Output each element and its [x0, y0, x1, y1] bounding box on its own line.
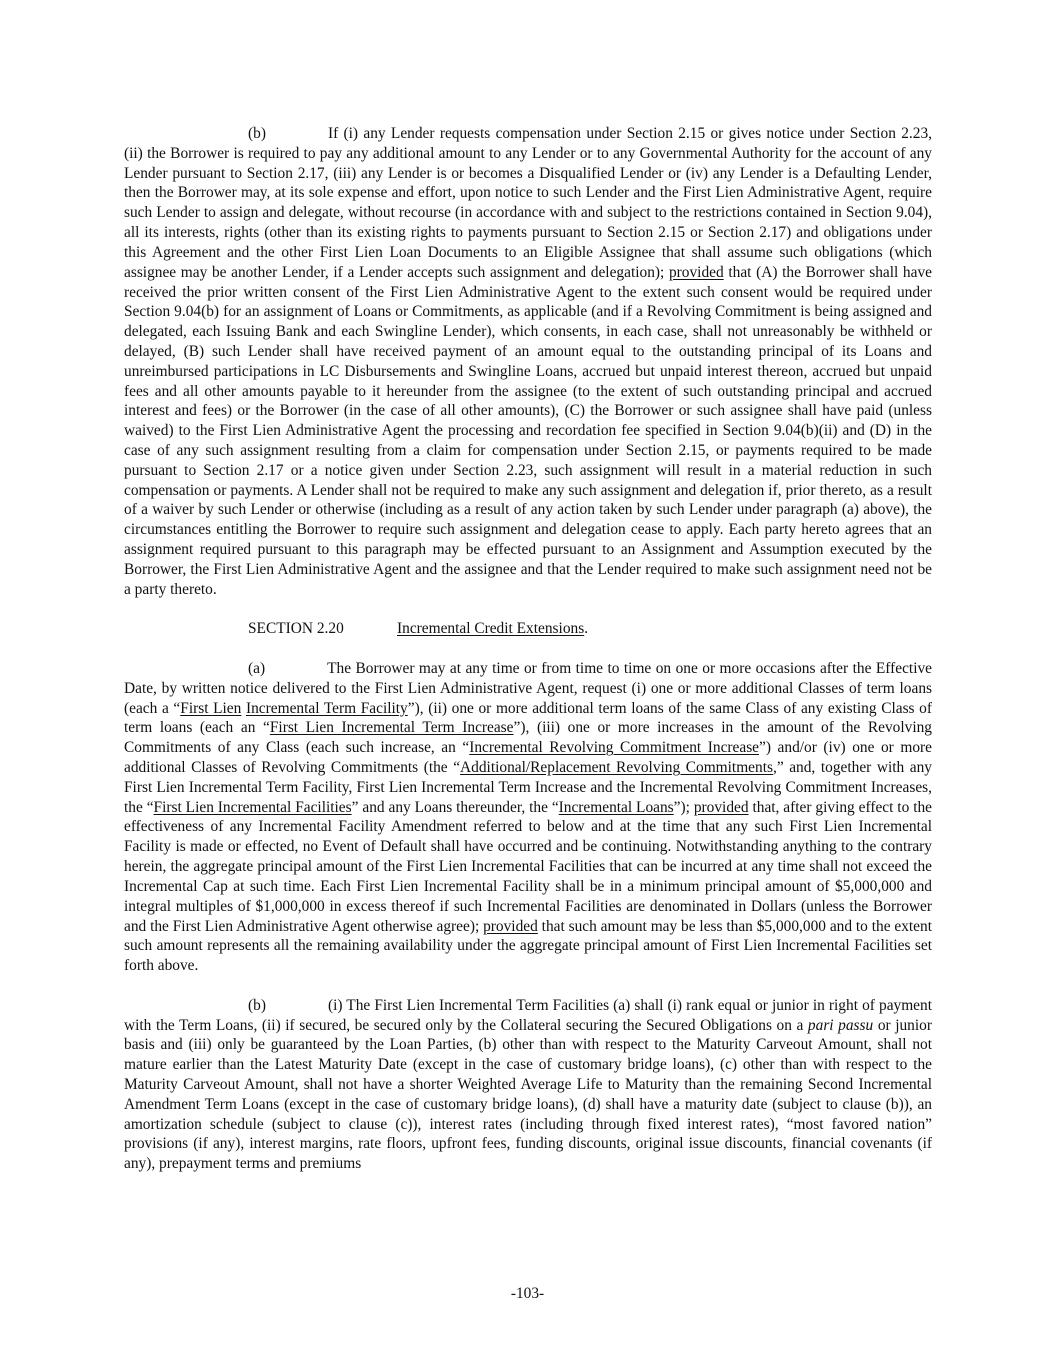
- paragraph-a-incremental-facilities: (a) The Borrower may at any time or from time to time on one or more occasions after the Effective Date, by written notice delivered to the First Lien Administrative Agent, request (i) one or more additional Classes of term loans (each a “First Lien Incremental Term Facility”), (ii) one or more additional term loans of the same Class of any existing Class of term loans (each an “First Lien Incremental Term Increase”), (iii) one or more increases in the amount of the Revolving Commitments of any Class (each such increase, an “Incremental Revolving Commitment Increase”) and/or (iv) one or more additional Classes of Revolving Commitments (the “Additional/Replacement Revolving Commitments,” and, together with any First Lien Incremental Term Facility, First Lien Incremental Term Increase and the Incremental Revolving Commitment Increases, the “First Lien Incremental Facilities” and any Loans thereunder, the “Incremental Loans”); provided that, after giving effect to the effectiveness of any Incremental Facility Amendment referred to below and at the time that any such First Lien Incremental Facility is made or effected, no Event of Default shall have occurred and be continuing. Notwithstanding anything to the contrary herein, the aggregate principal amount of the First Lien Incremental Facilities that can be incurred at any time shall not exceed the Incremental Cap at such time. Each First Lien Incremental Facility shall be in a minimum principal amount of $5,000,000 and integral multiples of $1,000,000 in excess thereof if such Incremental Facilities are denominated in Dollars (unless the Borrower and the First Lien Administrative Agent otherwise agree); provided that such amount may be less than $5,000,000 and to the extent such amount represents all the remaining availability under the aggregate principal amount of First Lien Incremental Facilities set forth above.: [124, 659, 933, 975]
- paragraph-label: (b): [248, 996, 266, 1014]
- defined-term: Incremental Revolving Commitment Increase: [469, 739, 760, 757]
- page-number: -103-: [510, 1285, 545, 1302]
- document-page: [124, 124, 932, 1174]
- defined-term: Additional/Replacement Revolving Commitments: [460, 759, 773, 776]
- section-title: Incremental Credit Extensions: [397, 620, 585, 638]
- provided-term: provided: [693, 798, 749, 816]
- section-number: SECTION 2.20: [248, 620, 344, 638]
- defined-term: First Lien Incremental Term Increase: [269, 719, 514, 737]
- paragraph-b-incremental-term-facilities: (b) (i) The First Lien Incremental Term Facilities (a) shall (i) rank equal or junior in right of payment with the Term Loans, (ii) if secured, be secured only by the Collateral securing the Secured Obligations on a pari passu or junior basis and (iii) only be guaranteed by the Loan Parties, (b) other than with respect to the Maturity Carveout Amount, shall not mature earlier than the Latest Maturity Date (except in the case of customary bridge loans), (c) other than with respect to the Maturity Carveout Amount, shall not have a shorter Weighted Average Life to Maturity than the remaining Second Incremental Amendment Term Loans (except in the case of customary bridge loans), (d) shall have a maturity date (subject to clause (b)), an amortization schedule (subject to clause (c)), interest rates (including through fixed interest rates), “most favored nation” provisions (if any), interest margins, rate floors, upfront fees, funding discounts, original issue discounts, financial covenants (if any), prepayment terms and premiums: [124, 996, 932, 1173]
- provided-term: provided: [483, 917, 538, 935]
- defined-term: First Lien Incremental Facilities: [153, 798, 352, 816]
- provided-term: provided: [668, 263, 724, 281]
- paragraph-label: (b): [248, 125, 266, 142]
- section-heading: SECTION 2.20 Incremental Credit Extensions.: [248, 620, 589, 638]
- defined-term: Incremental Loans: [558, 798, 674, 816]
- paragraph-label: (a): [248, 659, 266, 677]
- italic-term: pari passu: [807, 1016, 874, 1034]
- defined-term: Incremental Term Facility: [245, 699, 408, 717]
- paragraph-b-replacement-of-lenders: (b) If (i) any Lender requests compensation under Section 2.15 or gives notice under Section 2.23, (ii) the Borrower is required to pay any additional amount to any Lender or to any Governmental Authority for the account of any Lender pursuant to Section 2.17, (iii) any Lender is or becomes a Disqualified Lender or (iv) any Lender is a Defaulting Lender, then the Borrower may, at its sole expense and effort, upon notice to such Lender and the First Lien Administrative Agent, require such Lender to assign and delegate, without recourse (in accordance with and subject to the restrictions contained in Section 9.04), all its interests, rights (other than its existing rights to payments pursuant to Section 2.15 or Section 2.17) and obligations under this Agreement and the other First Lien Loan Documents to an Eligible Assignee that shall assume such obligations (which assignee may be another Lender, if a Lender accepts such assignment and delegation); provided that (A) the Borrower shall have received the prior written consent of the First Lien Administrative Agent to the extent such consent would be required under Section 9.04(b) for an assignment of Loans or Commitments, as applicable (and if a Revolving Commitment is being assigned and delegated, each Issuing Bank and each Swingline Lender), which consents, in each case, shall not unreasonably be withheld or delayed, (B) such Lender shall have received payment of an amount equal to the outstanding principal of its Loans and unreimbursed participations in LC Disbursements and Swingline Loans, accrued but unpaid interest thereon, accrued but unpaid fees and all other amounts payable to it hereunder from the assignee (to the extent of such outstanding principal and accrued interest and fees) or the Borrower (in the case of all other amounts), (C) the Borrower or such assignee shall have paid (unless waived) to the First Lien Administrative Agent the processing and recordation fee specified in Section 9.04(b)(ii) and (D) in the case of any such assignment resulting from a claim for compensation under Section 2.15, or payments required to be made pursuant to Section 2.17 or a notice given under Section 2.23, such assignment will result in a material reduction in such compensation or payments. A Lender shall not be required to make any such assignment and delegation if, prior thereto, as a result of a waiver by such Lender or otherwise (including as a result of any action taken by such Lender under paragraph (a) above), the circumstances entitling the Borrower to require such assignment and delegation cease to apply. Each party hereto agrees that an assignment required pursuant to this paragraph may be effected pursuant to an Assignment and Assumption executed by the Borrower, the First Lien Administrative Agent and the assignee and that the Lender required to make such assignment need not be a party thereto.: [124, 125, 932, 598]
- defined-term: First Lien: [180, 699, 242, 717]
